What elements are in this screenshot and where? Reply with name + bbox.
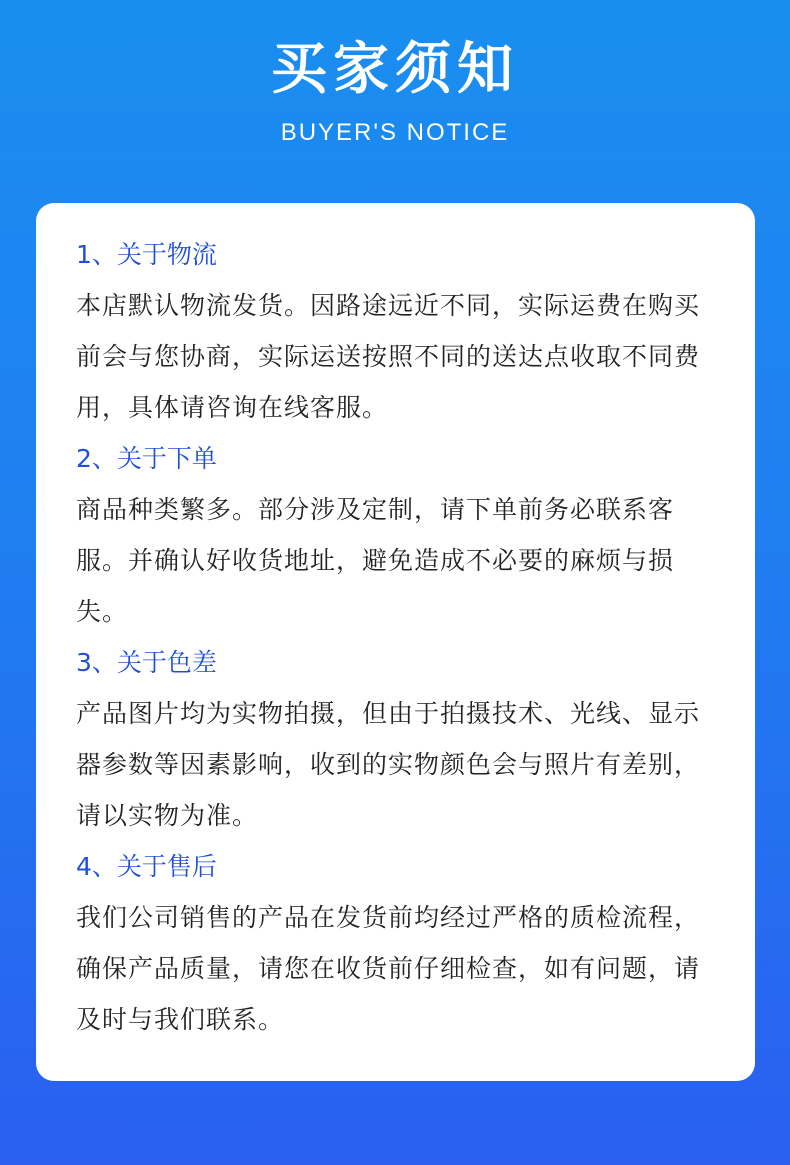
- notice-section-after-sales: [76, 841, 725, 1045]
- notice-card: [36, 203, 755, 1081]
- page-subtitle: BUYER'S NOTICE: [280, 119, 510, 146]
- page-title: 买家须知: [271, 37, 519, 102]
- section-heading: 4、关于售后: [76, 852, 217, 881]
- section-body: 我们公司销售的产品在发货前均经过严格的质检流程，确保产品质量，请您在收货前仔细检查，如有问题，请及时与我们联系。: [76, 903, 701, 1034]
- notice-section-ordering: [76, 433, 725, 637]
- notice-section-color-difference: [76, 637, 725, 841]
- section-heading: 3、关于色差: [76, 648, 217, 677]
- page-header: [0, 0, 790, 200]
- notice-section-logistics: [76, 229, 725, 433]
- section-body: 产品图片均为实物拍摄，但由于拍摄技术、光线、显示器参数等因素影响，收到的实物颜色会与照片有差别，请以实物为准。: [76, 699, 701, 830]
- section-body: 商品种类繁多。部分涉及定制，请下单前务必联系客服。并确认好收货地址，避免造成不必要的麻烦与损失。: [76, 495, 675, 626]
- section-heading: 1、关于物流: [76, 240, 217, 269]
- section-body: 本店默认物流发货。因路途远近不同，实际运费在购买前会与您协商，实际运送按照不同的送达点收取不同费用，具体请咨询在线客服。: [76, 291, 701, 422]
- section-heading: 2、关于下单: [76, 444, 217, 473]
